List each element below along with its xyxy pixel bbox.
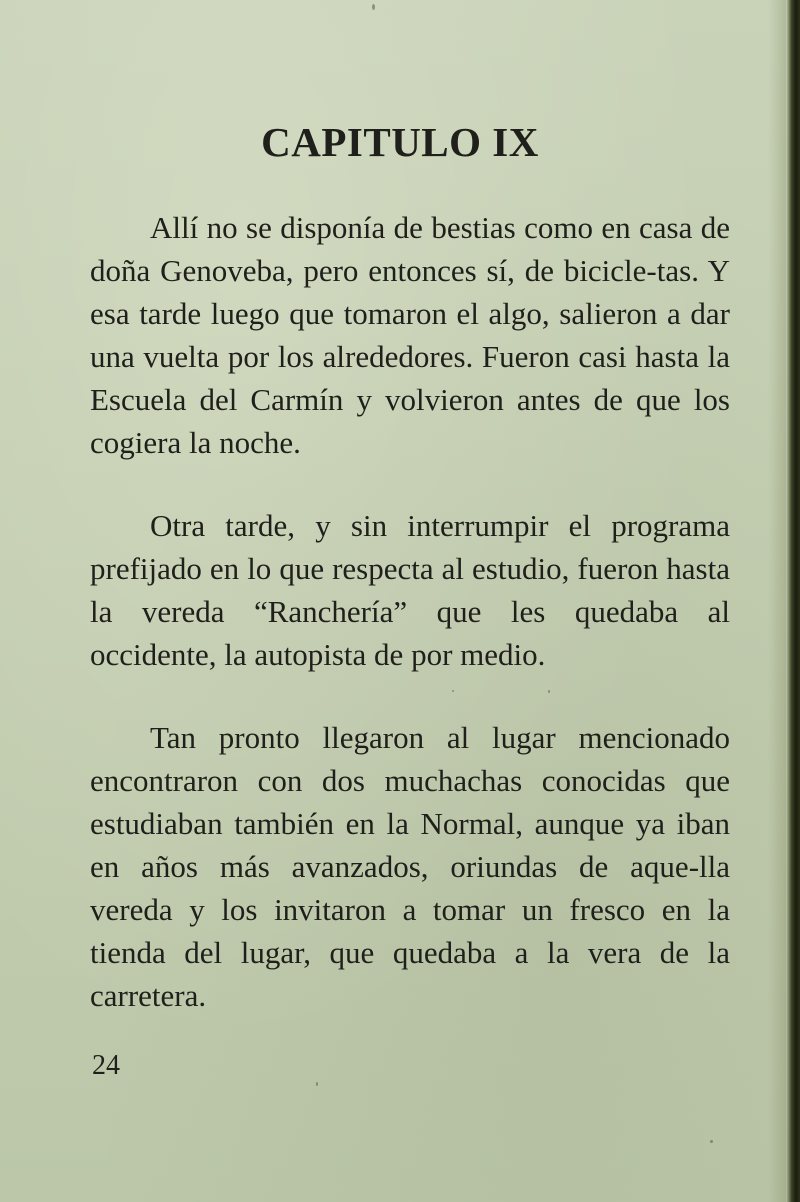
paper-speck: [316, 1082, 318, 1086]
paragraph-3: Tan pronto llegaron al lugar mencionado encontraron con dos muchachas conocidas que estudiaban también en la Normal, aunque ya iban en años más avanzados, oriundas de aque-lla vereda y los invitaron a tomar un fresco en la tienda del lugar, que quedaba a la vera de la carretera.: [90, 720, 730, 1013]
paper-speck: [372, 4, 375, 10]
chapter-body: [90, 206, 730, 1057]
paper-speck: [548, 690, 550, 693]
page-number: 24: [92, 1050, 120, 1081]
paper-speck: [710, 1140, 713, 1143]
paper-speck: [452, 690, 454, 692]
paragraph-2: Otra tarde, y sin interrumpir el programa prefijado en lo que respecta al estudio, fueron hasta la vereda “Ranchería” que les quedaba al occidente, la autopista de por medio.: [90, 508, 730, 672]
chapter-title: CAPITULO IX: [261, 119, 539, 165]
paragraph-1: Allí no se disponía de bestias como en casa de doña Genoveba, pero entonces sí, de bicicle-tas. Y esa tarde luego que tomaron el algo, salieron a dar una vuelta por los alrededores. Fueron casi hasta la Escuela del Carmín y volvieron antes de que los cogiera la noche.: [90, 210, 730, 460]
page-edge-shadow: [786, 0, 800, 1202]
